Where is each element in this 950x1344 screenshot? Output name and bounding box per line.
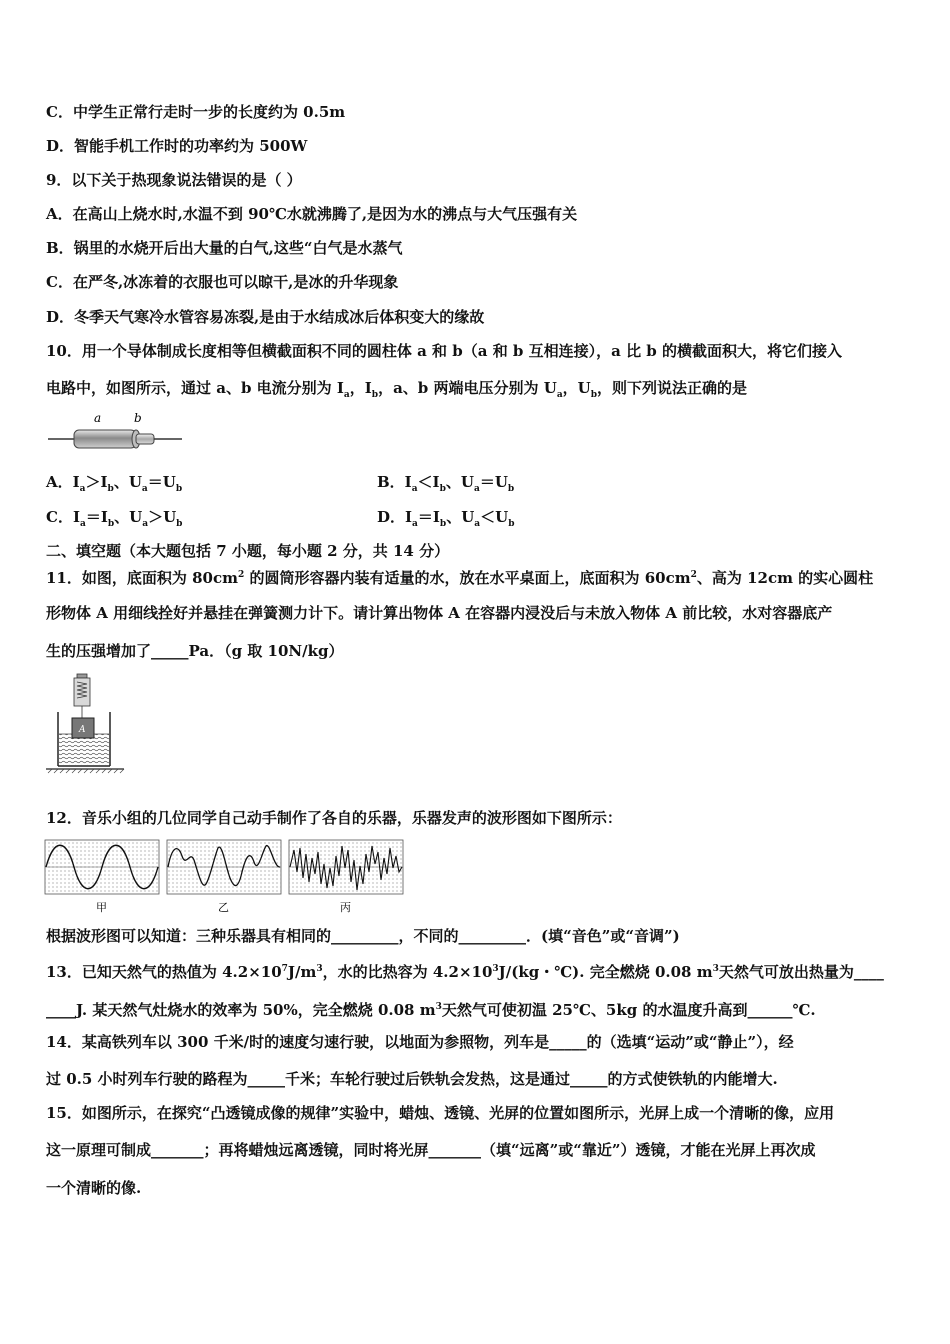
q8-option-d: D．智能手机工作时的功率约为 500W <box>46 137 308 155</box>
q9-option-b: B．锅里的水烧开后出大量的白气,这些“白气是水蒸气 <box>46 239 403 257</box>
q11-line2: 形物体 A 用细线拴好并悬挂在弹簧测力计下。请计算出物体 A 在容器内浸没后与未放入物体 A 前比较，水对容器底产 <box>46 604 833 622</box>
section-2-title: 二、填空题（本大题包括 7 小题，每小题 2 分，共 14 分） <box>46 542 450 560</box>
q15-line3: 一个清晰的像. <box>46 1179 142 1197</box>
q10-stem-line2: 电路中，如图所示，通过 a、b 电流分别为 $I_a$，$I_b$，a、b 两端电压分别为 $U_a$，$U_b$，则下列说法正确的是 <box>46 379 748 400</box>
q11-container-figure <box>44 672 126 774</box>
q10-conductor-figure <box>46 408 186 458</box>
q9-option-c: C．在严冬,冰冻着的衣服也可以晾干,是冰的升华现象 <box>46 273 399 291</box>
q11-line1: 11．如图，底面积为 $80cm^2$ 的圆筒形容器内装有适量的水，放在水平桌面上，底面积为 $60cm^2$、高为 12cm 的实心圆柱 <box>46 569 874 587</box>
q12-answer-line: 根据波形图可以知道：三种乐器具有相同的_________，不同的_________．(填“音色”或“音调”) <box>46 927 680 945</box>
q13-line1: 13．已知天然气的热值为 $4.2\times 10^7J/m^3$，水的比热容为 $4.2\times 10^3J/(kg$・℃). 完全燃烧 0.08 $m^3$天然气可放出热量为____ <box>46 963 884 981</box>
q12-label-jia: 甲 <box>96 901 107 914</box>
q12-label-yi: 乙 <box>218 901 229 914</box>
q10-option-c: C．$I_a=I_b$、$U_a>U_b$ <box>46 508 183 529</box>
q14-line1: 14．某高铁列车以 300 千米/时的速度匀速行驶，以地面为参照物，列车是_____的（选填“运动”或“静止”），经 <box>46 1033 794 1051</box>
q11-line3: 生的压强增加了_____Pa．（g 取 10N/kg） <box>46 642 344 660</box>
q12-stem: 12．音乐小组的几位同学自己动手制作了各自的乐器，乐器发声的波形图如下图所示： <box>46 809 622 827</box>
q12-waveform-figures <box>44 838 406 916</box>
q13-line2: ____J. 某天然气灶烧水的效率为 50%，完全燃烧 0.08 $m^3$天然气可使初温 25℃、5kg 的水温度升高到______℃. <box>46 1001 816 1019</box>
q10-option-b: B．$I_a<I_b$、$U_a=U_b$ <box>377 473 515 494</box>
q12-label-bing: 丙 <box>340 901 351 914</box>
q14-line2: 过 0.5 小时列车行驶的路程为_____千米；车轮行驶过后铁轨会发热，这是通过_____的方式使铁轨的内能增大. <box>46 1070 778 1088</box>
q9-option-a: A．在高山上烧水时,水温不到 90℃水就沸腾了,是因为水的沸点与大气压强有关 <box>46 205 578 223</box>
q9-option-d: D．冬季天气寒冷水管容易冻裂,是由于水结成冰后体积变大的缘故 <box>46 308 485 326</box>
q10-stem-line1: 10．用一个导体制成长度相等但横截面积不同的圆柱体 a 和 b（a 和 b 互相连接），a 比 b 的横截面积大，将它们接入 <box>46 342 843 360</box>
q8-option-c: C．中学生正常行走时一步的长度约为 0.5m <box>46 103 346 121</box>
q10-option-d: D．$I_a=I_b$、$U_a<U_b$ <box>377 508 515 529</box>
q10-figure-label-b: b <box>134 411 142 425</box>
q11-block-label: A <box>79 725 86 735</box>
q15-line1: 15．如图所示，在探究“凸透镜成像的规律”实验中，蜡烛、透镜、光屏的位置如图所示，光屏上成一个清晰的像，应用 <box>46 1104 835 1122</box>
q10-figure-label-a: a <box>94 411 102 425</box>
q9-stem: 9．以下关于热现象说法错误的是（ ） <box>46 171 302 189</box>
q10-option-a: A．$I_a>I_b$、$U_a=U_b$ <box>46 473 183 494</box>
q15-line2: 这一原理可制成_______；再将蜡烛远离透镜，同时将光屏_______（填“远离”或“靠近”）透镜，才能在光屏上再次成 <box>46 1141 816 1159</box>
